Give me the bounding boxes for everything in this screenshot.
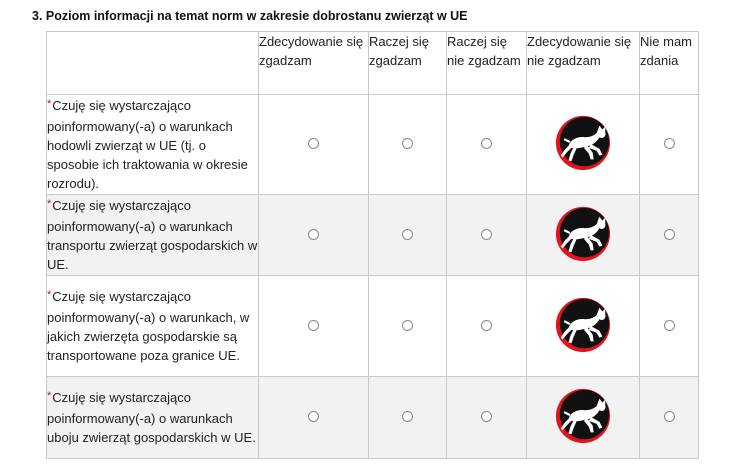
leaping-goat-icon[interactable] <box>554 114 612 172</box>
required-asterisk: * <box>47 289 52 301</box>
col-header-agree: Raczej się zgadzam <box>369 32 447 95</box>
col-header-strongly-disagree: Zdecydowanie się nie zgadzam <box>527 32 640 95</box>
statement-cell <box>47 276 259 377</box>
radio-no-opinion[interactable] <box>664 229 675 240</box>
table-row <box>47 377 699 459</box>
leaping-goat-icon[interactable] <box>554 387 612 445</box>
statement-text: Czuję się wystarczająco poinformowany(-a) o warunkach, w jakich zwierzęta gospodarskie są transportowane poza granice UE. <box>47 289 250 363</box>
radio-no-opinion[interactable] <box>664 320 675 331</box>
radio-disagree[interactable] <box>481 229 492 240</box>
statement-text: Czuję się wystarczająco poinformowany(-a) o warunkach hodowli zwierząt w UE (tj. o sposobie ich traktowania w okresie rozrodu). <box>47 98 248 191</box>
leaping-goat-icon[interactable] <box>554 296 612 354</box>
radio-strongly-agree[interactable] <box>308 229 319 240</box>
leaping-goat-icon[interactable] <box>554 205 612 263</box>
radio-no-opinion[interactable] <box>664 138 675 149</box>
radio-disagree[interactable] <box>481 411 492 422</box>
radio-disagree[interactable] <box>481 138 492 149</box>
radio-strongly-agree[interactable] <box>308 138 319 149</box>
header-blank <box>47 32 259 95</box>
header-row <box>47 32 699 95</box>
statement-cell <box>47 195 259 276</box>
statement-cell <box>47 95 259 195</box>
col-header-no-opinion: Nie mam zdania <box>640 32 699 95</box>
radio-agree[interactable] <box>402 229 413 240</box>
col-header-strongly-agree: Zdecydowanie się zgadzam <box>259 32 369 95</box>
radio-disagree[interactable] <box>481 320 492 331</box>
statement-text: Czuję się wystarczająco poinformowany(-a) o warunkach uboju zwierząt gospodarskich w UE. <box>47 390 256 445</box>
table-row <box>47 95 699 195</box>
required-asterisk: * <box>47 198 52 210</box>
likert-grid <box>46 31 699 459</box>
table-row <box>47 195 699 276</box>
radio-agree[interactable] <box>402 138 413 149</box>
required-asterisk: * <box>47 98 52 110</box>
statement-text: Czuję się wystarczająco poinformowany(-a) o warunkach transportu zwierząt gospodarskich w UE. <box>47 198 258 272</box>
col-header-disagree: Raczej się nie zgadzam <box>447 32 527 95</box>
question-title: 3. Poziom informacji na temat norm w zakresie dobrostanu zwierząt w UE <box>32 9 468 23</box>
radio-agree[interactable] <box>402 411 413 422</box>
required-asterisk: * <box>47 390 52 402</box>
radio-agree[interactable] <box>402 320 413 331</box>
radio-strongly-agree[interactable] <box>308 411 319 422</box>
radio-no-opinion[interactable] <box>664 411 675 422</box>
statement-cell <box>47 377 259 459</box>
radio-strongly-agree[interactable] <box>308 320 319 331</box>
table-row <box>47 276 699 377</box>
